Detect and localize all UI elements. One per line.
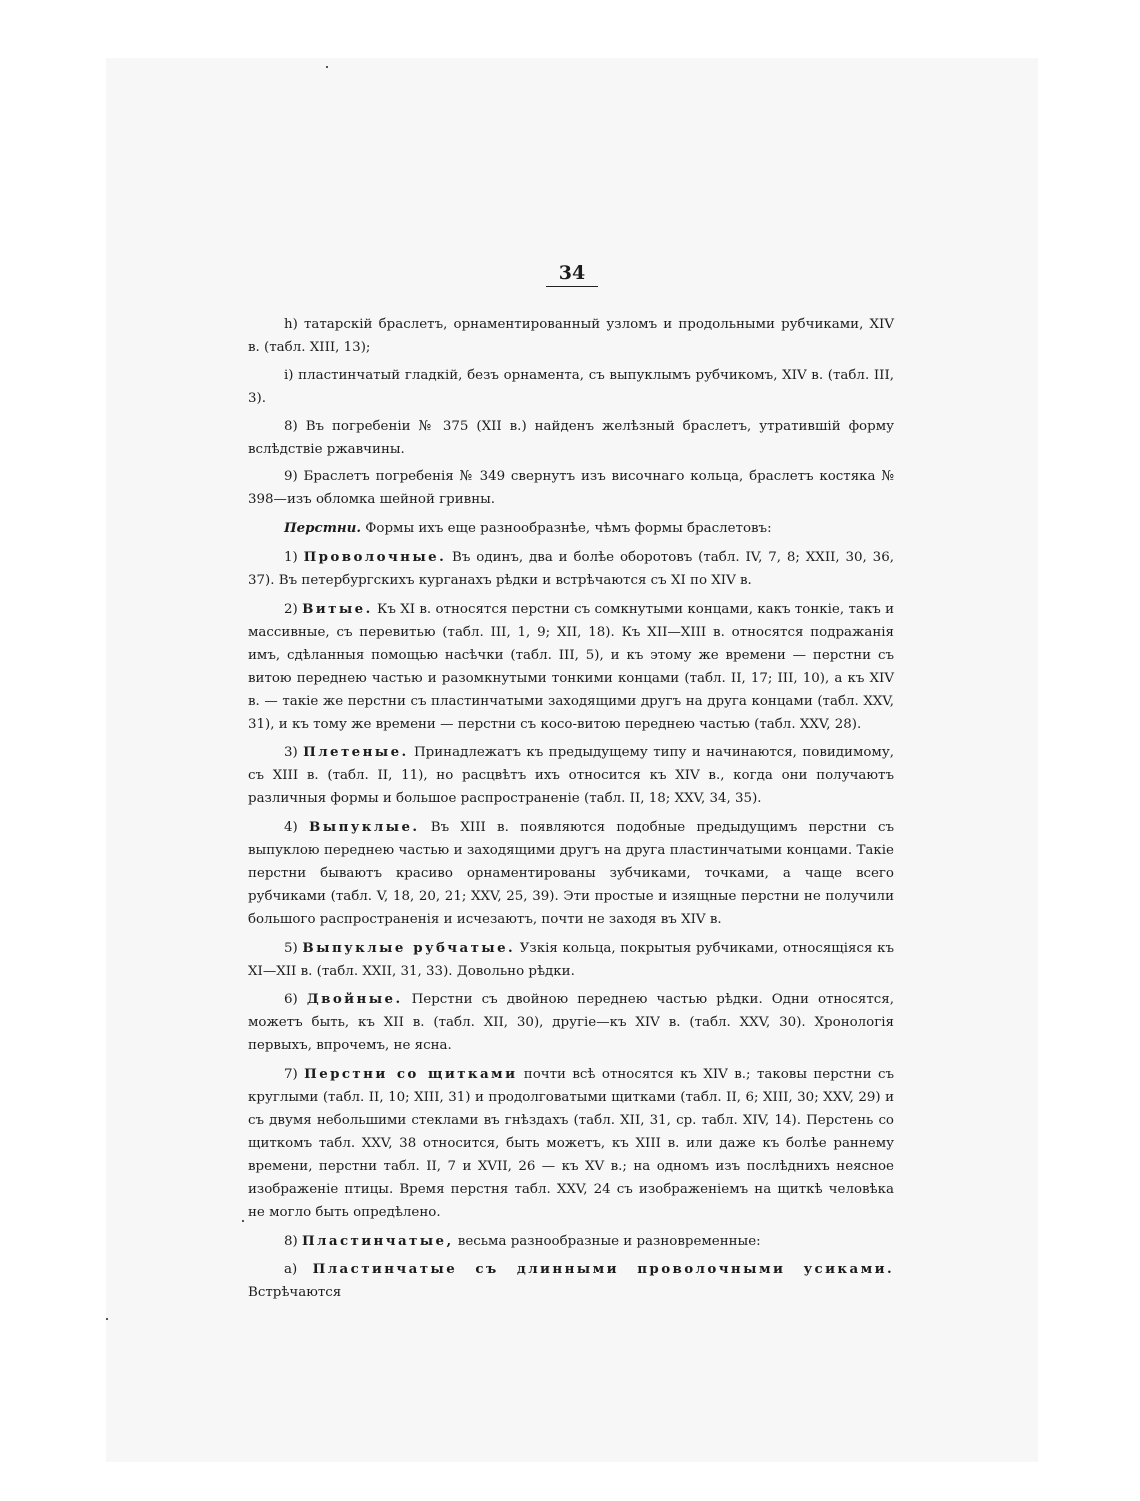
paragraph: 4) Выпуклые. Въ XIII в. появляются подобные предыдущимъ перстни съ выпуклою переднею частью и заходящими другъ на друга пластинчатыми концами. Такіе перстни бываютъ красиво орнаментированы зубчиками, точками, а чаще всего рубчиками (табл. V, 18, 20, 21; XXV, 25, 39). Эти простые и изящные перстни не получили большого распространенія и исчезаютъ, почти не заходя въ XIV в. [248, 819, 894, 927]
paragraph: 8) Въ погребеніи № 375 (XII в.) найденъ желѣзный браслетъ, утратившій форму вслѣдствіе ржавчины. [248, 418, 894, 457]
paragraph: 5) Выпуклые рубчатые. Узкія кольца, покрытыя рубчиками, относящіяся къ XI—XII в. (табл. XXII, 31, 33). Довольно рѣдки. [248, 939, 894, 979]
spaced-term: Проволочные. [303, 549, 447, 566]
scan-speck [106, 1318, 108, 1320]
spaced-term: Пластинчатые съ длинными проволочными усиками. [312, 1261, 895, 1278]
spaced-term: Двойные. [306, 991, 403, 1008]
section-heading: Перстни. [284, 520, 362, 537]
paragraph: a) Пластинчатые съ длинными проволочными усиками. Встрѣчаются [248, 1261, 895, 1301]
paragraph-rings-intro: Перстни. Формы ихъ еще разнообразнѣе, чѣмъ формы браслетовъ: [284, 520, 772, 537]
scan-speck [242, 1220, 244, 1222]
body-text [248, 314, 894, 1310]
paragraph: 8) Пластинчатые, весьма разнообразные и разновременные: [284, 1232, 761, 1249]
spaced-term: Перстни со щитками [304, 1066, 518, 1083]
paragraph: 1) Проволочные. Въ одинъ, два и болѣе оборотовъ (табл. IV, 7, 8; XXII, 30, 36, 37). Въ петербургскихъ курганахъ рѣдки и встрѣчаются съ XI по XIV в. [248, 549, 894, 589]
spaced-term: Витые. [302, 600, 373, 617]
paragraph: 2) Витые. Къ XI в. относятся перстни съ сомкнутыми концами, какъ тонкіе, такъ и массивные, съ перевитью (табл. III, 1, 9; XII, 18). Къ XII—XIII в. относятся подражанія имъ, сдѣланныя помощью насѣчки (табл. III, 5), и къ этому же времени — перстни съ витою переднею частью и разомкнутыми тонкими концами (табл. II, 17; III, 10), а къ XIV в. — такіе же перстни съ пластинчатыми заходящими другъ на друга концами (табл. XXV, 31), и къ тому же времени — перстни съ косо-витою переднею частью (табл. XXV, 28). [248, 600, 894, 732]
spaced-term: Выпуклые. [309, 819, 420, 836]
paragraph: 6) Двойные. Перстни съ двойною переднею частью рѣдки. Одни относятся, можетъ быть, къ XII в. (табл. XII, 30), другіе—къ XIV в. (табл. XXV, 30). Хронологія первыхъ, впрочемъ, не ясна. [248, 991, 894, 1054]
spaced-term: Выпуклые рубчатые. [302, 939, 516, 956]
spaced-term: Плетеные. [303, 744, 409, 761]
paragraph: h) татарскій браслетъ, орнаментированный узломъ и продольными рубчиками, XIV в. (табл. XIII, 13); [248, 317, 894, 355]
paragraph: 7) Перстни со щитками почти всѣ относятся къ XIV в.; таковы перстни съ круглыми (табл. II, 10; XIII, 31) и продолговатыми щитками (табл. II, 6; XIII, 30; XXV, 29) и съ двумя небольшими стеклами въ гнѣздахъ (табл. XII, 31, ср. табл. XIV, 14). Перстень со щиткомъ табл. XXV, 38 относится, быть можетъ, къ XIII в. или даже къ болѣе раннему времени, перстни табл. II, 7 и XVII, 26 — къ XV в.; на одномъ изъ послѣднихъ неясное изображеніе птицы. Время перстня табл. XXV, 24 съ изображеніемъ на щиткѣ человѣка не могло быть опредѣлено. [248, 1066, 894, 1220]
spaced-term: Пластинчатые, [302, 1232, 454, 1249]
page-number: 34 [546, 262, 598, 287]
paragraph: 3) Плетеные. Принадлежатъ къ предыдущему типу и начинаются, повидимому, съ XIII в. (табл. II, 11), но расцвѣтъ ихъ относится къ XIV в., когда они получаютъ различныя формы и большое распространеніе (табл. II, 18; XXV, 34, 35). [248, 744, 894, 807]
scan-speck [326, 66, 328, 68]
paragraph: i) пластинчатый гладкій, безъ орнамента, съ выпуклымъ рубчикомъ, XIV в. (табл. III, 3). [248, 367, 894, 406]
paragraph: 9) Браслетъ погребенія № 349 свернутъ изъ височнаго кольца, браслетъ костяка № 398—изъ обломка шейной гривны. [248, 469, 894, 508]
